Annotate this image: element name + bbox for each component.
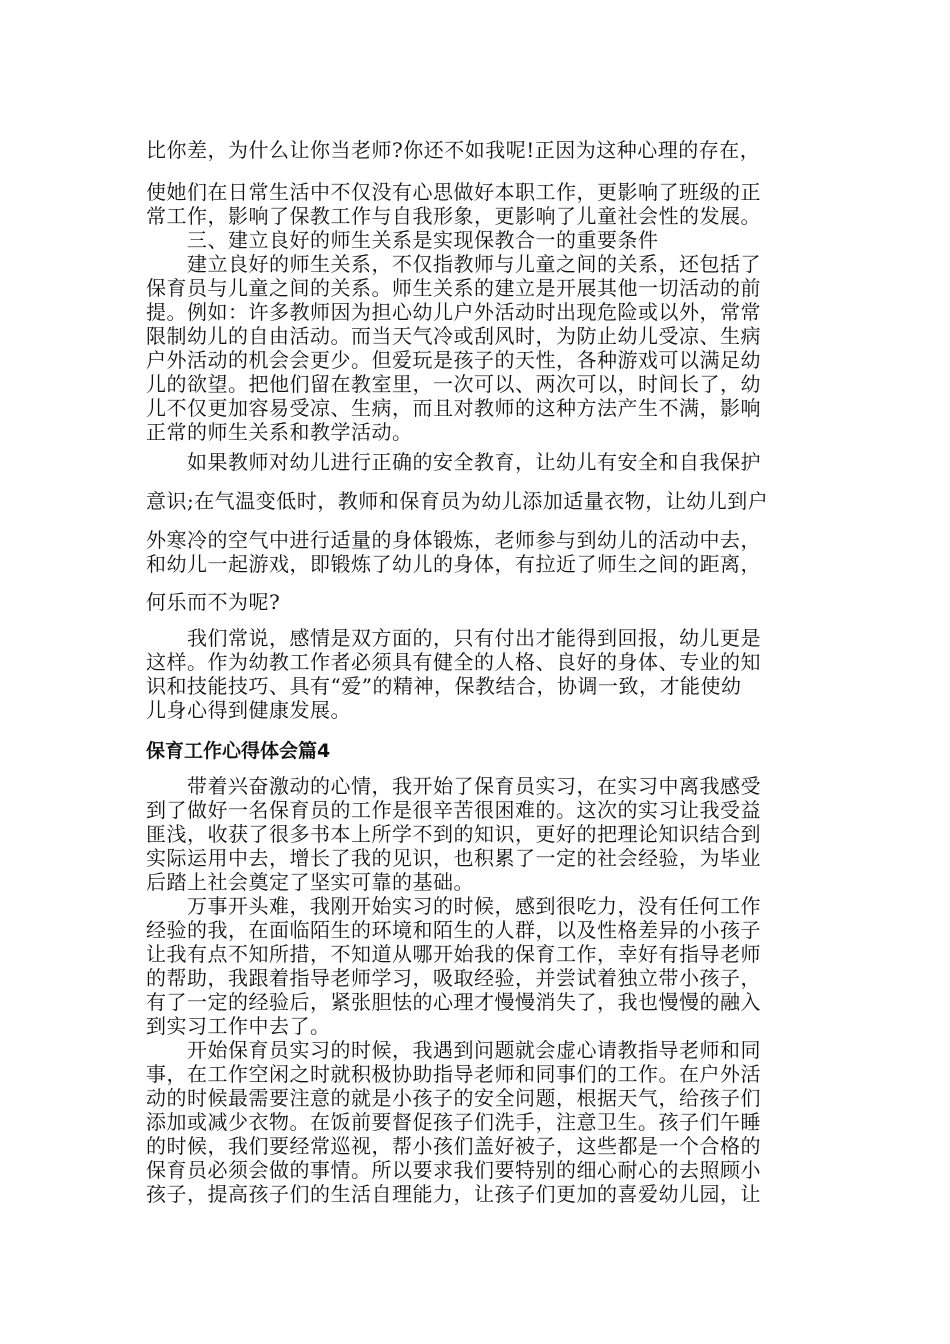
text-line: 事，在工作空闲之时就积极协助指导老师和同事们的工作。在户外活 <box>146 1062 761 1086</box>
text-line: 孩子，提高孩子们的生活自理能力，让孩子们更加的喜爱幼儿园，让 <box>146 1182 761 1206</box>
text-line: 常工作，影响了保教工作与自我形象，更影响了儿童社会性的发展。 <box>146 204 761 228</box>
text-line: 限制幼儿的自由活动。而当天气冷或刮风时，为防止幼儿受凉、生病 <box>146 324 761 348</box>
text-line: 匪浅，收获了很多书本上所学不到的知识，更好的把理论知识结合到 <box>146 822 761 846</box>
text-line: 意识;在气温变低时，教师和保育员为幼儿添加适量衣物，让幼儿到户 <box>146 489 769 513</box>
text-line: 保育员与儿童之间的关系。师生关系的建立是开展其他一切活动的前 <box>146 276 761 300</box>
text-line: 经验的我，在面临陌生的环境和陌生的人群，以及性格差异的小孩子 <box>146 918 761 942</box>
text-line: 三、建立良好的师生关系是实现保教合一的重要条件 <box>146 228 659 252</box>
section-heading: 保育工作心得体会篇4 <box>146 740 331 762</box>
text-line: 和幼儿一起游戏，即锻炼了幼儿的身体，有拉近了师生之间的距离， <box>146 552 761 576</box>
text-line: 后踏上社会奠定了坚实可靠的基础。 <box>146 870 474 894</box>
text-line: 儿不仅更加容易受凉、生病，而且对教师的这种方法产生不满，影响 <box>146 396 761 420</box>
text-line: 比你差，为什么让你当老师?你还不如我呢!正因为这种心理的存在， <box>146 138 761 162</box>
text-line: 万事开头难，我刚开始实习的时候，感到很吃力，没有任何工作 <box>146 894 761 918</box>
text-line: 我们常说，感情是双方面的，只有付出才能得到回报，幼儿更是 <box>146 626 761 650</box>
text-line: 有了一定的经验后，紧张胆怯的心理才慢慢消失了，我也慢慢的融入 <box>146 990 761 1014</box>
text-line: 到了做好一名保育员的工作是很辛苦很困难的。这次的实习让我受益 <box>146 798 761 822</box>
text-line: 提。例如：许多教师因为担心幼儿户外活动时出现危险或以外，常常 <box>146 300 761 324</box>
text-line: 保育员必须会做的事情。所以要求我们要特别的细心耐心的去照顾小 <box>146 1158 761 1182</box>
text-line: 带着兴奋激动的心情，我开始了保育员实习，在实习中离我感受 <box>146 774 761 798</box>
text-line: 的帮助，我跟着指导老师学习，吸取经验，并尝试着独立带小孩子， <box>146 966 761 990</box>
text-line: 户外活动的机会会更少。但爱玩是孩子的天性，各种游戏可以满足幼 <box>146 348 761 372</box>
text-line: 何乐而不为呢? <box>146 590 281 614</box>
text-line: 识和技能技巧、具有“爱”的精神，保教结合，协调一致，才能使幼 <box>146 674 742 698</box>
text-line: 使她们在日常生活中不仅没有心思做好本职工作，更影响了班级的正 <box>146 180 761 204</box>
text-line: 动的时候最需要注意的就是小孩子的安全问题，根据天气，给孩子们 <box>146 1086 761 1110</box>
text-line: 正常的师生关系和教学活动。 <box>146 420 413 444</box>
text-line: 添加或减少衣物。在饭前要督促孩子们洗手，注意卫生。孩子们午睡 <box>146 1110 761 1134</box>
text-line: 到实习工作中去了。 <box>146 1014 331 1038</box>
text-line: 让我有点不知所措，不知道从哪开始我的保育工作，幸好有指导老师 <box>146 942 761 966</box>
text-line: 的时候，我们要经常巡视，帮小孩们盖好被子，这些都是一个合格的 <box>146 1134 761 1158</box>
text-line: 儿的欲望。把他们留在教室里，一次可以、两次可以，时间长了，幼 <box>146 372 761 396</box>
text-line: 外寒冷的空气中进行适量的身体锻炼，老师参与到幼儿的活动中去， <box>146 528 761 552</box>
text-line: 建立良好的师生关系，不仅指教师与儿童之间的关系，还包括了 <box>146 252 761 276</box>
text-line: 实际运用中去，增长了我的见识，也积累了一定的社会经验，为毕业 <box>146 846 761 870</box>
text-line: 儿身心得到健康发展。 <box>146 698 351 722</box>
text-line: 这样。作为幼教工作者必须具有健全的人格、良好的身体、专业的知 <box>146 650 761 674</box>
text-line: 开始保育员实习的时候，我遇到问题就会虚心请教指导老师和同 <box>146 1038 761 1062</box>
text-line: 如果教师对幼儿进行正确的安全教育，让幼儿有安全和自我保护 <box>146 450 761 474</box>
